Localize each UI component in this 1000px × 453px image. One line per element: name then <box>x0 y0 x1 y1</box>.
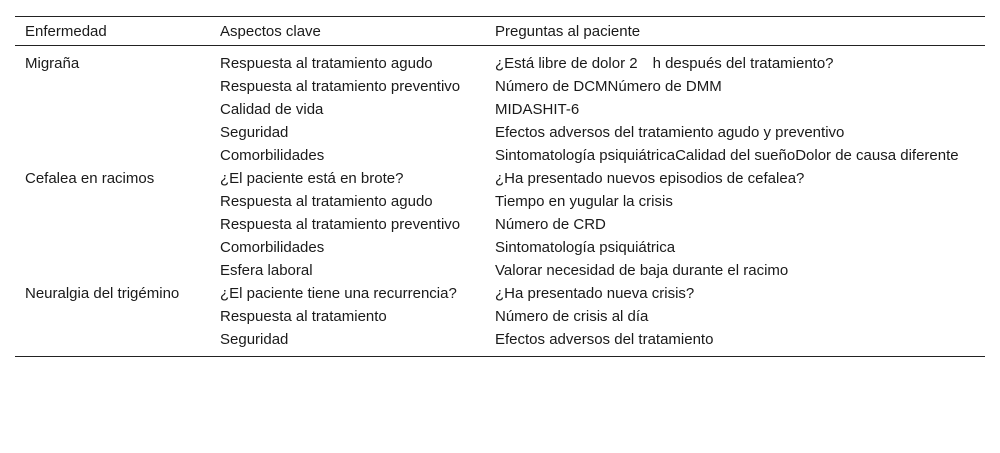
table-row <box>15 190 985 213</box>
table-row <box>15 282 985 305</box>
table-row <box>15 75 985 98</box>
cell-pregunta: Valorar necesidad de baja durante el racimo <box>495 262 789 279</box>
table-row <box>15 236 985 259</box>
cell-aspecto: Respuesta al tratamiento <box>220 308 387 325</box>
table-row <box>15 121 985 144</box>
cell-aspecto: Comorbilidades <box>220 147 325 164</box>
table-row <box>15 305 985 328</box>
header-preguntas: Preguntas al paciente <box>495 22 641 40</box>
header-enfermedad: Enfermedad <box>25 22 107 40</box>
cell-enfermedad <box>15 306 210 327</box>
cell-enfermedad <box>15 329 210 350</box>
cell-aspecto: Respuesta al tratamiento preventivo <box>220 216 461 233</box>
cell-enfermedad <box>15 214 210 235</box>
header-aspectos-clave: Aspectos clave <box>220 22 321 40</box>
table-row <box>15 144 985 167</box>
cell-enfermedad: Neuralgia del trigémino <box>25 285 180 302</box>
cell-enfermedad <box>15 191 210 212</box>
cell-aspecto: Comorbilidades <box>220 239 325 256</box>
cell-enfermedad <box>15 237 210 258</box>
table-row <box>15 98 985 121</box>
cell-aspecto: Respuesta al tratamiento preventivo <box>220 78 461 95</box>
cell-aspecto: Esfera laboral <box>220 262 313 279</box>
table-header <box>15 17 985 46</box>
cell-pregunta: ¿Ha presentado nuevos episodios de cefalea? <box>495 170 805 187</box>
cell-pregunta: Sintomatología psiquiátricaCalidad del sueñoDolor de causa diferente <box>495 147 959 164</box>
cell-pregunta: MIDASHIT-6 <box>495 101 580 118</box>
cell-pregunta: Número de CRD <box>495 216 606 233</box>
table-row <box>15 213 985 236</box>
cell-enfermedad <box>15 99 210 120</box>
cell-pregunta: ¿Ha presentado nueva crisis? <box>495 285 695 302</box>
table-row <box>15 259 985 282</box>
cell-aspecto: ¿El paciente tiene una recurrencia? <box>220 285 457 302</box>
cell-pregunta: Sintomatología psiquiátrica <box>495 239 676 256</box>
cell-enfermedad <box>15 145 210 166</box>
cell-pregunta: Efectos adversos del tratamiento <box>495 331 714 348</box>
cell-pregunta: Tiempo en yugular la crisis <box>495 193 673 210</box>
table-body <box>15 46 985 356</box>
cell-aspecto: ¿El paciente está en brote? <box>220 170 404 187</box>
clinical-table <box>15 16 985 357</box>
table-row <box>15 52 985 75</box>
cell-aspecto: Calidad de vida <box>220 101 324 118</box>
cell-aspecto: Seguridad <box>220 124 289 141</box>
table-row <box>15 167 985 190</box>
cell-enfermedad: Cefalea en racimos <box>25 170 155 187</box>
cell-pregunta: Efectos adversos del tratamiento agudo y preventivo <box>495 124 845 141</box>
cell-aspecto: Seguridad <box>220 331 289 348</box>
cell-enfermedad <box>15 122 210 143</box>
cell-aspecto: Respuesta al tratamiento agudo <box>220 55 433 72</box>
cell-enfermedad <box>15 260 210 281</box>
cell-enfermedad <box>15 76 210 97</box>
cell-pregunta: Número de crisis al día <box>495 308 649 325</box>
table-row <box>15 328 985 351</box>
cell-aspecto: Respuesta al tratamiento agudo <box>220 193 433 210</box>
cell-enfermedad: Migraña <box>25 55 80 72</box>
cell-pregunta: ¿Está libre de dolor 2 h después del tratamiento? <box>495 55 834 72</box>
cell-pregunta: Número de DCMNúmero de DMM <box>495 78 722 95</box>
